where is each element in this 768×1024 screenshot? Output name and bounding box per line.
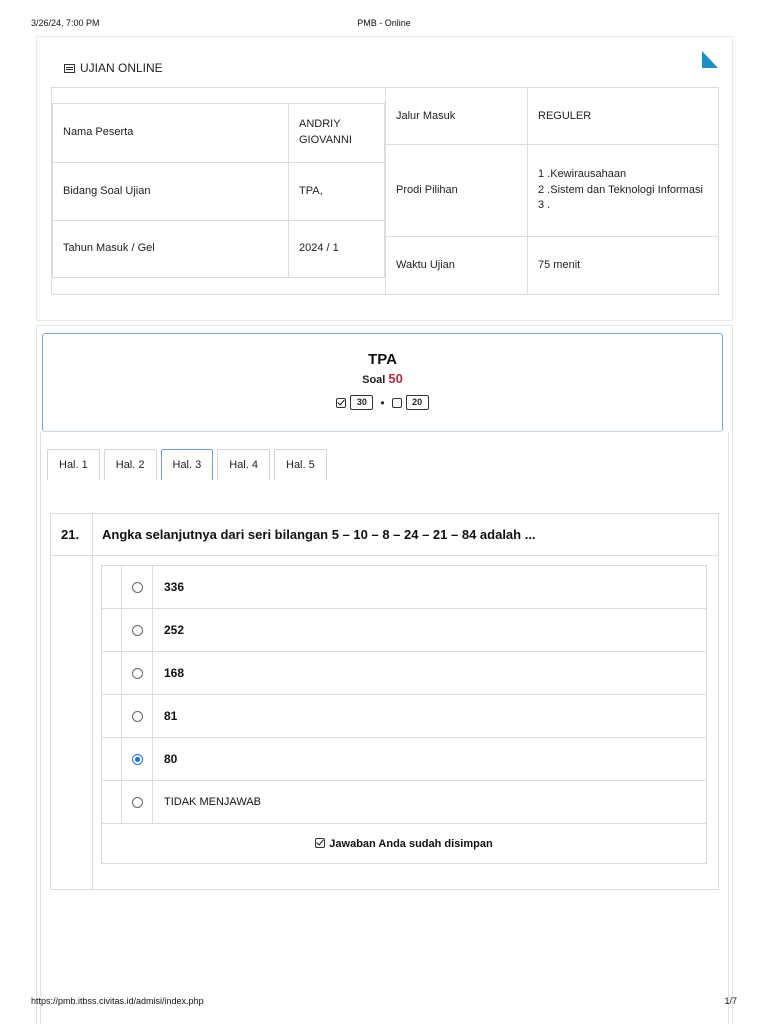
radio-selected-icon[interactable]: [132, 754, 143, 765]
triangle-corner-icon: [702, 51, 718, 68]
table-row: [53, 163, 385, 221]
option-radio-cell[interactable]: [122, 566, 153, 609]
option-row[interactable]: [102, 695, 707, 738]
print-footer: [0, 996, 768, 1010]
option-radio-cell[interactable]: [122, 652, 153, 695]
checked-box-icon: [315, 838, 325, 848]
peserta-table-frame: [51, 87, 386, 295]
empty-box-icon: [392, 398, 402, 408]
table-row: [386, 145, 719, 237]
option-spacer: [102, 738, 122, 781]
tab-hal-2[interactable]: Hal. 2: [104, 449, 157, 480]
tab-hal-5[interactable]: Hal. 5: [274, 449, 327, 480]
peserta-value: 2024 / 1: [289, 221, 385, 278]
print-doc-title: PMB - Online: [357, 18, 411, 28]
answer-counts: [43, 395, 722, 410]
answered-count: 30: [350, 395, 373, 410]
peserta-label: Tahun Masuk / Gel: [53, 221, 289, 278]
soal-count: 50: [388, 371, 403, 386]
option-spacer: [102, 652, 122, 695]
saved-status: [102, 824, 707, 864]
option-spacer: [102, 695, 122, 738]
option-label[interactable]: 80: [153, 738, 707, 781]
option-row[interactable]: [102, 738, 707, 781]
peserta-label: Nama Peserta: [53, 104, 289, 163]
page-tabs: [47, 449, 331, 480]
unanswered-count: 20: [406, 395, 429, 410]
peserta-table: [52, 103, 385, 278]
jalur-value: 75 menit: [528, 237, 719, 295]
table-row: [53, 221, 385, 278]
prodi-item: 3 .: [538, 199, 551, 212]
option-spacer: [102, 566, 122, 609]
separator-dot: •: [380, 395, 385, 410]
exam-name: TPA: [368, 351, 397, 368]
jalur-value: REGULER: [528, 88, 719, 145]
jalur-label: Prodi Pilihan: [386, 145, 528, 237]
jalur-label: Waktu Ujian: [386, 237, 528, 295]
panel-heading: [64, 61, 163, 75]
option-label[interactable]: 336: [153, 566, 707, 609]
peserta-label: Bidang Soal Ujian: [53, 163, 289, 221]
exam-info-panel: [36, 36, 733, 321]
list-icon: [64, 64, 75, 73]
table-row: [386, 237, 719, 295]
print-url: https://pmb.itbss.civitas.id/admisi/index.php: [31, 996, 204, 1006]
question-column-divider: [92, 514, 93, 889]
question-number: 21.: [61, 527, 80, 542]
option-radio-cell[interactable]: [122, 609, 153, 652]
radio-icon[interactable]: [132, 625, 143, 636]
saved-message: Jawaban Anda sudah disimpan: [329, 837, 493, 850]
answer-options: [101, 565, 707, 864]
exam-summary-card: [42, 333, 723, 432]
print-page-number: 1/7: [724, 996, 737, 1006]
option-row[interactable]: [102, 609, 707, 652]
question-header: [51, 514, 718, 556]
jalur-table: [385, 87, 719, 295]
peserta-value: ANDRIY GIOVANNI: [289, 104, 385, 163]
option-radio-cell[interactable]: [122, 781, 153, 824]
soal-label: Soal: [362, 374, 386, 386]
prodi-item: 1 .Kewirausahaan: [538, 167, 627, 180]
option-row[interactable]: [102, 781, 707, 824]
option-spacer: [102, 781, 122, 824]
prodi-item: 2 .Sistem dan Teknologi Informasi: [538, 183, 703, 196]
table-row: [386, 88, 719, 145]
option-label[interactable]: TIDAK MENJAWAB: [153, 781, 707, 824]
saved-status-row: [102, 824, 707, 864]
option-label[interactable]: 168: [153, 652, 707, 695]
question-text: Angka selanjutnya dari seri bilangan 5 – 10 – 8 – 24 – 21 – 84 adalah ...: [102, 527, 536, 542]
option-radio-cell[interactable]: [122, 695, 153, 738]
table-row: [53, 104, 385, 163]
option-label[interactable]: 252: [153, 609, 707, 652]
soal-total: [43, 371, 722, 386]
panel-title: UJIAN ONLINE: [80, 61, 163, 75]
option-radio-cell[interactable]: [122, 738, 153, 781]
option-row[interactable]: [102, 566, 707, 609]
print-datetime: 3/26/24, 7:00 PM: [31, 18, 100, 28]
radio-icon[interactable]: [132, 668, 143, 679]
tab-hal-4[interactable]: Hal. 4: [217, 449, 270, 480]
option-row[interactable]: [102, 652, 707, 695]
option-spacer: [102, 609, 122, 652]
radio-icon[interactable]: [132, 582, 143, 593]
prodi-list: [528, 145, 719, 237]
tab-hal-1[interactable]: Hal. 1: [47, 449, 100, 480]
tab-hal-3[interactable]: Hal. 3: [161, 449, 214, 480]
radio-icon[interactable]: [132, 711, 143, 722]
peserta-value: TPA,: [289, 163, 385, 221]
checked-box-icon: [336, 398, 346, 408]
radio-icon[interactable]: [132, 797, 143, 808]
print-header: [0, 18, 768, 32]
jalur-label: Jalur Masuk: [386, 88, 528, 145]
option-label[interactable]: 81: [153, 695, 707, 738]
